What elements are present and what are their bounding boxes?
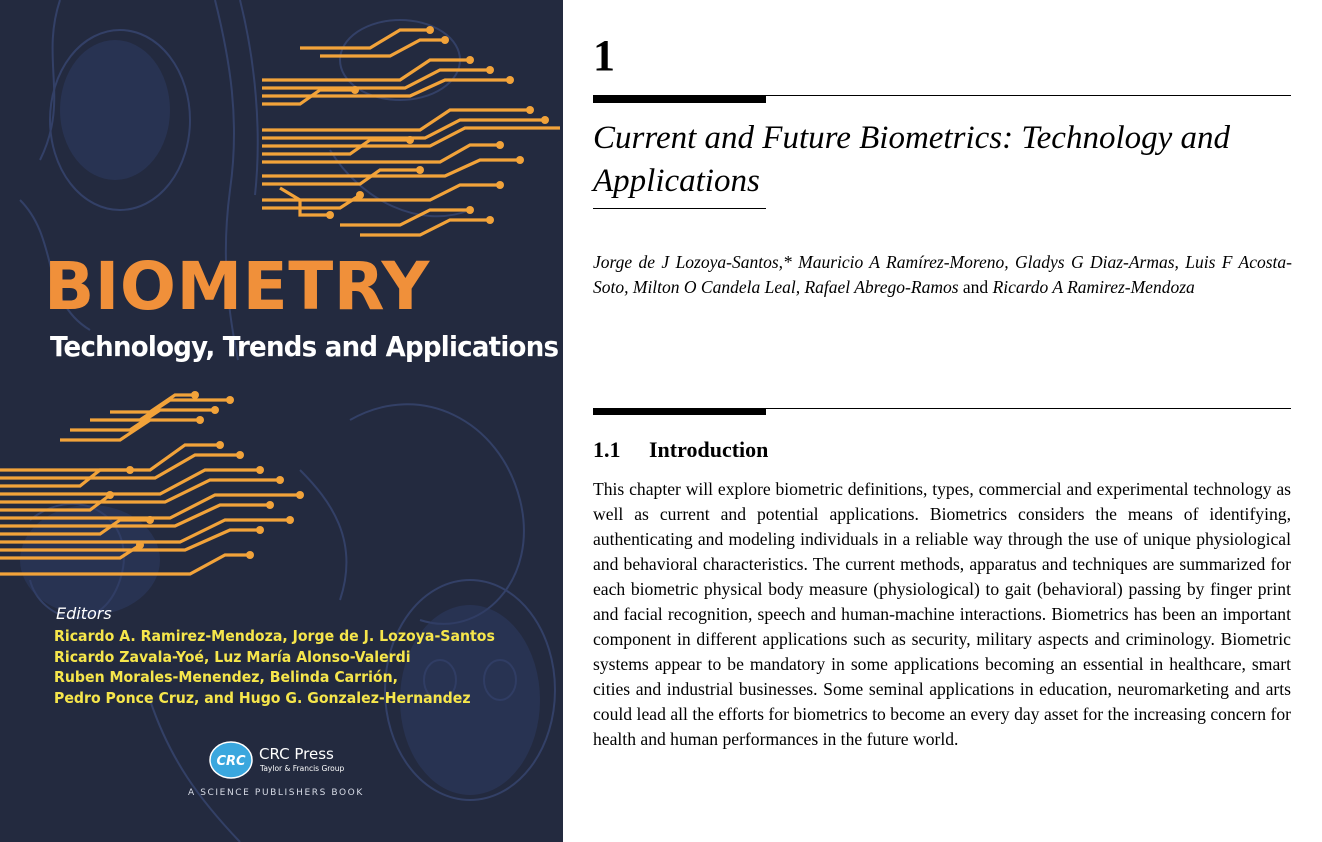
thin-rule-section — [766, 408, 1291, 409]
title-underline — [593, 208, 766, 209]
book-cover — [0, 0, 563, 842]
publisher-name: CRC Press — [259, 745, 334, 763]
circuit-traces-top — [262, 30, 560, 235]
chapter-number: 1 — [593, 31, 615, 80]
editors-list — [54, 626, 495, 708]
crc-logo-text: CRC — [216, 754, 246, 769]
editors-line: Ruben Morales-Menendez, Belinda Carrión, — [54, 668, 399, 686]
thick-rule-top — [593, 95, 766, 103]
chapter-authors — [593, 250, 1292, 300]
authors-and: and — [958, 277, 993, 297]
section-number: 1.1 — [593, 437, 621, 462]
thin-rule-top — [766, 95, 1291, 96]
chapter-page — [563, 0, 1322, 842]
editors-line: Pedro Ponce Cruz, and Hugo G. Gonzalez-Hernandez — [54, 688, 471, 707]
thick-rule-section — [593, 408, 766, 415]
cover-artwork — [0, 0, 563, 842]
section-title: Introduction — [649, 437, 769, 462]
authors-last: Ricardo A Ramirez-Mendoza — [992, 277, 1195, 297]
cover-title: BIOMETRY — [44, 248, 430, 325]
publisher-group: Taylor & Francis Group — [260, 764, 345, 773]
editors-label: Editors — [56, 604, 112, 623]
crc-logo-icon — [208, 740, 254, 780]
authors-italic: Jorge de J Lozoya-Santos,* Mauricio A Ramírez-Moreno, Gladys G Diaz-Armas, Luis F Acosta-Soto, Milton O Candela Leal, Rafael Abrego-Ramos — [593, 252, 1292, 297]
chapter-title: Current and Future Biometrics: Technology and Applications — [593, 120, 1231, 199]
cover-subtitle: Technology, Trends and Applications — [50, 330, 559, 363]
editors-line: Ricardo Zavala-Yoé, Luz María Alonso-Valerdi — [54, 647, 411, 666]
editors-line: Ricardo A. Ramirez-Mendoza, Jorge de J. Lozoya-Santos — [54, 627, 495, 645]
imprint-line: A SCIENCE PUBLISHERS BOOK — [188, 788, 364, 798]
introduction-paragraph: This chapter will explore biometric definitions, types, commercial and experimental technology as well as current and potential applications. Biometrics considers the means of identifying, authenticating and modeling individuals in a reliable way through the use of unique physiological and behavioral characteristics. The current methods, apparatus and techniques are summarized for each biometric physical body measure (physiological) to gait (behavioral) passing by finger print and facial recognition, speech and human-machine interactions. Biometrics has been an important component in different applications such as security, military aspects and criminology. Biometric systems appear to be mandatory in some applications becoming an essential in healthcare, smart cities and industrial businesses. Some seminal applications in education, neuromarketing and arts could lead all the efforts for biometrics to become an every day asset for the increasing concern for health and human performances in the future world. — [593, 479, 1291, 749]
section-heading — [593, 436, 768, 464]
